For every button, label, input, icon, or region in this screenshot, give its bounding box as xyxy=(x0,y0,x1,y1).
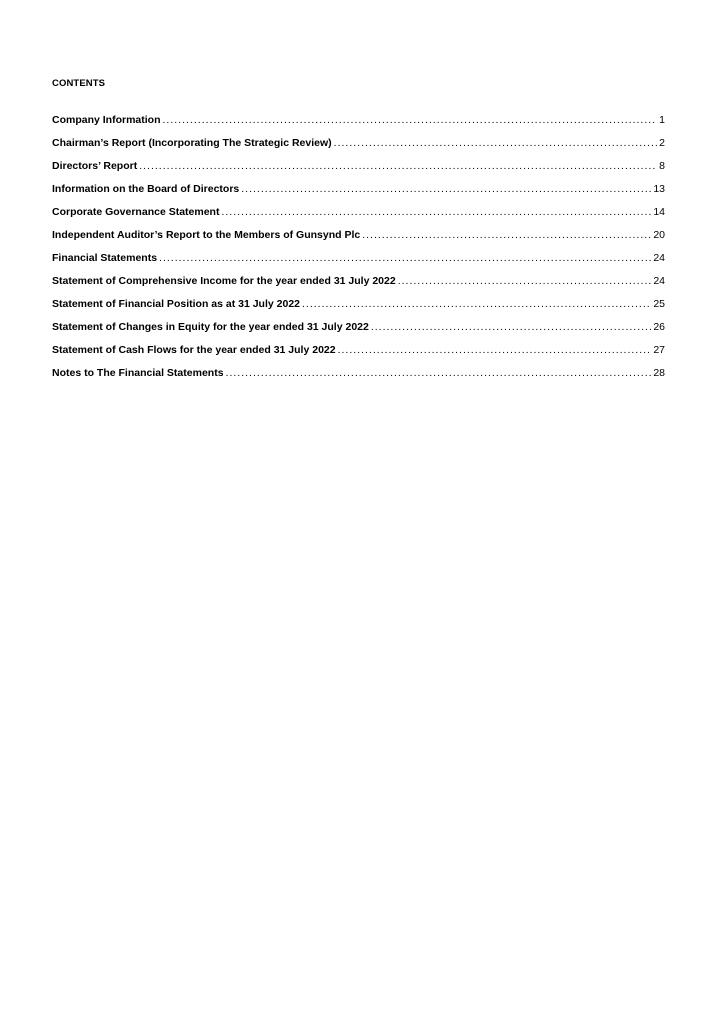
dot-leader xyxy=(139,160,657,172)
toc-entry-page-number: 24 xyxy=(653,252,665,264)
dot-leader xyxy=(221,206,651,218)
toc-entry-title: Chairman’s Report (Incorporating The Strategic Review) xyxy=(52,137,332,149)
toc-entry-cash-flows[interactable] xyxy=(52,344,665,367)
toc-entry-title: Notes to The Financial Statements xyxy=(52,367,224,379)
toc-entry-chairmans-report[interactable] xyxy=(52,137,665,160)
toc-entry-title: Financial Statements xyxy=(52,252,158,264)
toc-entry-title: Statement of Changes in Equity for the year ended 31 July 2022 xyxy=(52,321,369,333)
toc-entry-auditors-report[interactable] xyxy=(52,229,665,252)
toc-entry-page-number: 27 xyxy=(653,344,665,356)
toc-entry-directors-report[interactable] xyxy=(52,160,665,183)
toc-entry-title: Information on the Board of Directors xyxy=(52,183,240,195)
toc-entry-comprehensive-income[interactable] xyxy=(52,275,665,298)
toc-entry-title: Statement of Cash Flows for the year ended 31 July 2022 xyxy=(52,344,336,356)
dot-leader xyxy=(163,114,658,126)
dot-leader xyxy=(398,275,652,287)
dot-leader xyxy=(334,137,657,149)
toc-entry-financial-position[interactable] xyxy=(52,298,665,321)
toc-entry-page-number: 14 xyxy=(653,206,665,218)
toc-entry-page-number: 28 xyxy=(653,367,665,379)
toc-entry-page-number: 24 xyxy=(653,275,665,287)
dot-leader xyxy=(362,229,651,241)
dot-leader xyxy=(371,321,651,333)
toc-entry-title: Corporate Governance Statement xyxy=(52,206,220,218)
table-of-contents xyxy=(52,114,665,390)
toc-entry-company-information[interactable] xyxy=(52,114,665,137)
toc-entry-page-number: 13 xyxy=(653,183,665,195)
toc-entry-title: Statement of Financial Position as at 31 July 2022 xyxy=(52,298,301,310)
toc-entry-page-number: 26 xyxy=(653,321,665,333)
dot-leader xyxy=(302,298,651,310)
toc-entry-changes-in-equity[interactable] xyxy=(52,321,665,344)
toc-entry-page-number: 2 xyxy=(659,137,665,149)
toc-entry-financial-statements[interactable] xyxy=(52,252,665,275)
toc-entry-title: Statement of Comprehensive Income for the year ended 31 July 2022 xyxy=(52,275,396,287)
dot-leader xyxy=(159,252,651,264)
toc-entry-title: Company Information xyxy=(52,114,161,126)
toc-entry-page-number: 8 xyxy=(659,160,665,172)
toc-entry-page-number: 20 xyxy=(653,229,665,241)
dot-leader xyxy=(226,367,652,379)
contents-heading: CONTENTS xyxy=(52,78,106,89)
dot-leader xyxy=(241,183,651,195)
toc-entry-page-number: 25 xyxy=(653,298,665,310)
toc-entry-page-number: 1 xyxy=(659,114,665,126)
toc-entry-title: Independent Auditor’s Report to the Members of Gunsynd Plc xyxy=(52,229,361,241)
toc-entry-corporate-governance[interactable] xyxy=(52,206,665,229)
dot-leader xyxy=(338,344,652,356)
toc-entry-title: Directors’ Report xyxy=(52,160,138,172)
toc-entry-board-of-directors[interactable] xyxy=(52,183,665,206)
toc-entry-notes[interactable] xyxy=(52,367,665,390)
